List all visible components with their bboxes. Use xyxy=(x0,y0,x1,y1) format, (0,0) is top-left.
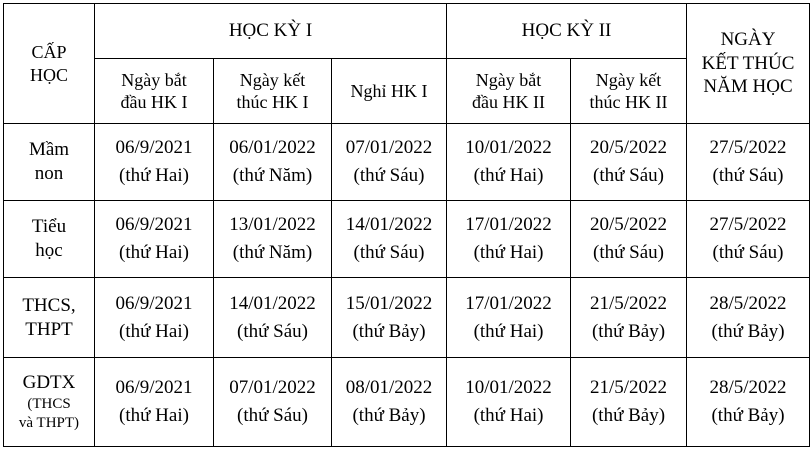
header-ket-thuc-line2: KẾT THÚC xyxy=(701,52,795,74)
header-ngay-ket-thuc-hk1-line: Ngày kết xyxy=(239,69,306,90)
date-value: 21/5/2022 xyxy=(590,292,668,314)
date-value: 08/01/2022 xyxy=(345,377,433,399)
weekday-value: (thứ Bảy) xyxy=(711,320,785,342)
date-value: 28/5/2022 xyxy=(709,292,787,314)
date-cell xyxy=(214,278,332,358)
date-value: 10/01/2022 xyxy=(465,377,552,399)
row-level-cell xyxy=(4,201,95,278)
date-cell xyxy=(571,278,687,358)
header-ket-thuc-line1: NGÀY xyxy=(720,28,776,50)
table-row xyxy=(4,201,810,278)
header-nghi-hk1-line: Nghỉ HK I xyxy=(350,80,428,101)
date-cell xyxy=(447,278,571,358)
date-value: 06/9/2021 xyxy=(115,377,193,399)
row-level-sublabel: (THCS xyxy=(27,396,71,413)
weekday-value: (thứ Bảy) xyxy=(352,320,426,342)
date-cell xyxy=(95,358,214,447)
header-ngay-ket-thuc-hk1-line: thúc HK I xyxy=(236,92,309,112)
header-nghi-hk1 xyxy=(332,59,447,124)
row-level-label: THCS, xyxy=(22,294,76,316)
date-cell xyxy=(447,358,571,447)
weekday-value: (thứ Hai) xyxy=(119,405,189,426)
table-row xyxy=(4,358,810,447)
row-level-label: THPT xyxy=(25,318,73,340)
date-value: 06/01/2022 xyxy=(229,137,316,159)
weekday-value: (thứ Bảy) xyxy=(591,320,666,342)
date-value: 07/01/2022 xyxy=(345,137,433,159)
row-level-cell xyxy=(4,278,95,358)
date-cell xyxy=(95,278,214,358)
header-cap-hoc-line1: CẤP xyxy=(31,42,67,62)
date-cell xyxy=(687,278,810,358)
date-cell xyxy=(214,124,332,201)
header-ngay-ket-thuc-nam-hoc xyxy=(687,4,810,124)
row-level-sublabel: và THPT) xyxy=(18,414,80,431)
date-value: 27/5/2022 xyxy=(709,214,787,236)
weekday-value: (thứ Sáu) xyxy=(353,165,425,186)
date-cell xyxy=(214,358,332,447)
header-ngay-ket-thuc-hk2 xyxy=(571,59,687,124)
weekday-value: (thứ Bảy) xyxy=(352,405,426,426)
date-cell xyxy=(95,201,214,278)
weekday-value: (thứ Hai) xyxy=(119,165,189,186)
date-value: 21/5/2022 xyxy=(590,377,668,399)
date-value: 06/9/2021 xyxy=(115,137,193,159)
date-cell xyxy=(687,124,810,201)
date-cell xyxy=(687,358,810,447)
date-cell xyxy=(571,124,687,201)
date-value: 17/01/2022 xyxy=(465,214,552,236)
weekday-value: (thứ Hai) xyxy=(473,242,544,263)
header-ngay-ket-thuc-hk2-line: thúc HK II xyxy=(589,92,668,112)
date-cell xyxy=(687,201,810,278)
date-value: 28/5/2022 xyxy=(709,377,787,399)
header-ngay-bat-dau-hk2-line: đầu HK II xyxy=(472,92,546,112)
row-level-label: học xyxy=(35,240,63,261)
header-ngay-bat-dau-hk1 xyxy=(95,59,214,124)
row-level-cell xyxy=(4,124,95,201)
date-cell xyxy=(214,201,332,278)
date-value: 06/9/2021 xyxy=(115,214,193,236)
header-ngay-bat-dau-hk2-line: Ngày bắt xyxy=(475,69,542,90)
header-cap-hoc-line2: HỌC xyxy=(29,64,68,85)
date-cell xyxy=(571,201,687,278)
weekday-value: (thứ Sáu) xyxy=(353,242,425,263)
header-hoc-ky-1: HỌC KỲ I xyxy=(95,4,447,59)
table-row xyxy=(4,124,810,201)
date-value: 10/01/2022 xyxy=(465,137,552,159)
date-value: 20/5/2022 xyxy=(590,214,668,236)
weekday-value: (thứ Hai) xyxy=(473,320,544,342)
weekday-value: (thứ Hai) xyxy=(473,165,544,186)
row-level-label: non xyxy=(34,163,64,184)
weekday-value: (thứ Sáu) xyxy=(237,320,308,342)
date-cell xyxy=(571,358,687,447)
header-ngay-bat-dau-hk1-line: Ngày bắt xyxy=(121,69,187,90)
date-cell xyxy=(332,278,447,358)
date-value: 07/01/2022 xyxy=(229,377,316,399)
weekday-value: (thứ Năm) xyxy=(232,165,313,186)
date-cell xyxy=(95,124,214,201)
school-calendar-table xyxy=(3,3,810,447)
date-value: 17/01/2022 xyxy=(465,292,552,314)
header-ngay-bat-dau-hk2 xyxy=(447,59,571,124)
date-value: 14/01/2022 xyxy=(229,292,316,314)
row-level-label: GDTX xyxy=(22,372,76,394)
header-ngay-ket-thuc-hk1 xyxy=(214,59,332,124)
date-value: 20/5/2022 xyxy=(590,137,668,159)
header-cap-hoc xyxy=(4,4,95,124)
header-ngay-ket-thuc-hk2-line: Ngày kết xyxy=(595,69,662,90)
row-level-label: Tiểu xyxy=(31,216,67,238)
date-value: 13/01/2022 xyxy=(229,214,316,236)
header-ngay-bat-dau-hk1-line: đầu HK I xyxy=(120,92,188,112)
weekday-value: (thứ Bảy) xyxy=(711,405,785,426)
date-value: 15/01/2022 xyxy=(345,292,433,314)
date-cell xyxy=(447,201,571,278)
weekday-value: (thứ Hai) xyxy=(119,320,189,342)
weekday-value: (thứ Sáu) xyxy=(712,165,784,186)
weekday-value: (thứ Hai) xyxy=(119,242,189,263)
row-level-label: Mầm xyxy=(28,139,70,161)
weekday-value: (thứ Sáu) xyxy=(593,242,665,263)
weekday-value: (thứ Hai) xyxy=(473,405,544,426)
date-value: 06/9/2021 xyxy=(115,292,193,314)
date-cell xyxy=(447,124,571,201)
weekday-value: (thứ Sáu) xyxy=(237,405,308,426)
table-row xyxy=(4,278,810,358)
date-value: 14/01/2022 xyxy=(345,214,433,236)
date-cell xyxy=(332,358,447,447)
header-ket-thuc-line3: NĂM HỌC xyxy=(703,76,793,98)
weekday-value: (thứ Sáu) xyxy=(712,242,784,263)
weekday-value: (thứ Bảy) xyxy=(591,405,666,426)
row-level-cell xyxy=(4,358,95,447)
weekday-value: (thứ Sáu) xyxy=(593,165,665,186)
date-cell xyxy=(332,201,447,278)
date-cell xyxy=(332,124,447,201)
header-hoc-ky-2: HỌC KỲ II xyxy=(447,4,687,59)
weekday-value: (thứ Năm) xyxy=(232,242,313,263)
date-value: 27/5/2022 xyxy=(709,137,787,159)
